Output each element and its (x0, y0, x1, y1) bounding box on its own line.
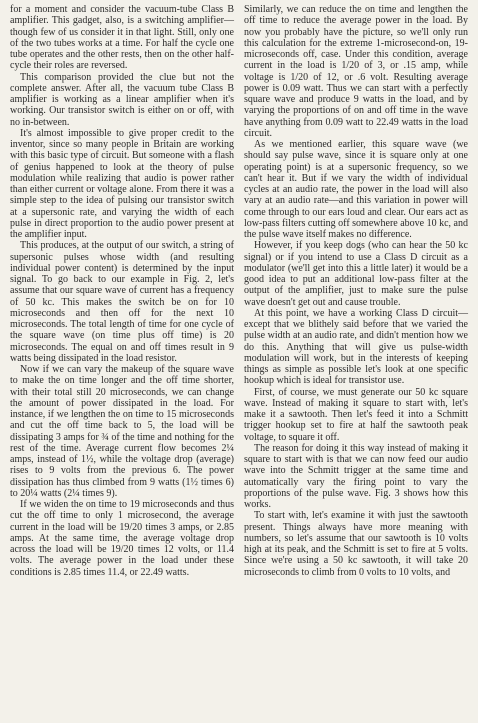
paragraph: This produces, at the output of our switch, a string of supersonic pulses whose width (and resulting individual power content) is determined by the input signal. To go back to our example in Fig. 2, let's assume that our square wave of current has a frequency of 50 kc. This makes the switch be on for 10 microseconds and then off for the next 10 microseconds. The total length of time for one cycle of the square wave (on time plus off time) is 20 microseconds. The equal on and off times result in 9 watts being dissipated in the load resistor. (10, 240, 234, 364)
paragraph: First, of course, we must generate our 50 kc square wave. Instead of making it square to start with, let's make it a sawtooth. Then let's feed it into a Schmitt trigger hookup set to fire at half the sawtooth peak voltage, to square it off. (244, 386, 468, 443)
paragraph: The reason for doing it this way instead of making it square to start with is that we can now feed our audio wave into the Schmitt trigger at the same time and automatically vary the firing point to vary the proportions of the pulse wave. Fig. 3 shows how this works. (244, 442, 468, 510)
paragraph: for a moment and consider the vacuum-tube Class B amplifier. This gadget, also, is a switching amplifier—though few of us consider it in that light. Still, only one of the two tubes works at a time. For half the cycle one tube operates and the other rests, then on the other half-cycle their roles are reversed. (10, 4, 234, 72)
paragraph: Similarly, we can reduce the on time and lengthen the off time to reduce the average power in the load. By now you probably have the picture, so we'll only run this calculation for the extreme 1-microsecond-on, 19-microseconds off, case. Under this condition, average current in the load is 1/20 of 3, or .15 amp, while voltage is 1/20 of 12, or .6 volt. Resulting average power is 0.09 watt. Thus we can start with a perfectly square wave and produce 9 watts in the load, and by varying the proportions of on and off time in the wave have anything from 0.09 watt to 22.49 watts in the load circuit. (244, 4, 468, 139)
left-column (10, 4, 234, 723)
right-column (244, 4, 468, 723)
paragraph: At this point, we have a working Class D circuit—except that we blithely said before that we varied the pulse width at an audio rate, and didn't mention how we do this. Anything that will give us pulse-width modulation will work, but in the interests of keeping things as simple as possible let's look at one specific hookup which is ideal for transistor use. (244, 307, 468, 387)
paragraph: As we mentioned earlier, this square wave (we should say pulse wave, since it is square only at one operating point) is at a supersonic frequency, so we can't hear it. But if we vary the width of individual cycles at an audio rate, the power in the load will also vary at an audio rate—and this variation in power will come through to our ears loud and clear. Our ears act as low-pass filters cutting off somewhere above 10 kc, and the pulse wave itself makes no difference. (244, 139, 468, 240)
paragraph: It's almost impossible to give proper credit to the inventor, since so many people in Britain are working with this basic type of circuit. But someone with a flash of genius happened to look at the theory of pulse modulation while realizing that audio is power rather than either current or voltage alone. From there it was a simple step to the idea of pulsing our transistor switch at a supersonic rate, and varying the width of each pulse in direct proportion to the audio power present at the amplifier input. (10, 127, 234, 240)
paragraph: Now if we can vary the makeup of the square wave to make the on time longer and the off time shorter, with their total still 20 microseconds, we can change the amount of power dissipated in the load. For instance, if we lengthen the on time to 15 microseconds and cut the off time back to 5, the load will be dissipating 3 amps for ¾ of the time and nothing for the rest of the time. Average current flow becomes 2¼ amps, instead of 1½, while the voltage drop (average) rises to 9 volts from the previous 6. The power dissipation has thus climbed from 9 watts (1½ times 6) to 20¼ watts (2¼ times 9). (10, 364, 234, 499)
paragraph: This comparison provided the clue but not the complete answer. After all, the vacuum tube Class B amplifier is working as a linear amplifier when it's working. Our transistor switch is either on or off, with no in-between. (10, 71, 234, 128)
paragraph: However, if you keep dogs (who can hear the 50 kc signal) or if you intend to use a Class D circuit as a modulator (we'll get into this a little later) it would be a good idea to put an additional low-pass filter at the output of the amplifier, just to make sure the pulse wave doesn't get out and cause trouble. (244, 240, 468, 308)
paragraph: To start with, let's examine it with just the sawtooth present. Things always have more meaning with numbers, so let's assume that our sawtooth is 10 volts high at its peak, and the Schmitt is set to fire at 5 volts. Since we're using a 50 kc sawtooth, it will take 20 microseconds to climb from 0 volts to 10 volts, and (244, 510, 468, 578)
paragraph: If we widen the on time to 19 microseconds and thus cut the off time to only 1 microsecond, the average current in the load will be 19/20 times 3 amps, or 2.85 amps. At the same time, the average voltage drop across the load will be 19/20 times 12 volts, or 11.4 volts. The average power in the load under these conditions is 2.85 times 11.4, or 22.49 watts. (10, 499, 234, 578)
